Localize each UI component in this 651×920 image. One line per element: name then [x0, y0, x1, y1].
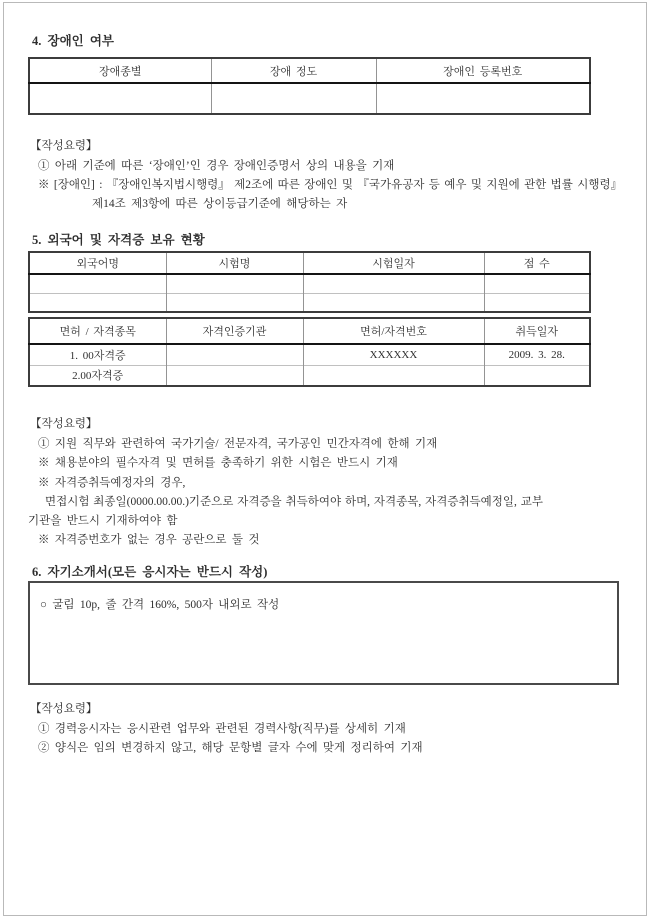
- col-header: 장애종별: [29, 58, 211, 83]
- note-line: ※ 자격증취득예정자의 경우,: [38, 477, 186, 489]
- col-header: 장애인 등록번호: [376, 58, 590, 83]
- col-header: 시험명: [166, 252, 303, 274]
- col-header: 면허/자격번호: [303, 318, 484, 344]
- table-cell: 2.00자격증: [29, 365, 166, 386]
- note-line: ② 양식은 임의 변경하지 않고, 해당 문항별 글자 수에 맞게 정리하여 기재: [38, 742, 423, 754]
- table-cell: XXXXXX: [303, 344, 484, 365]
- table-cell: [303, 365, 484, 386]
- table-row: [29, 274, 590, 293]
- table-cell: [166, 274, 303, 293]
- table-cell: [376, 83, 590, 114]
- col-header: 취득일자: [484, 318, 590, 344]
- table-cell: [484, 365, 590, 386]
- notes-heading: 【작성요령】: [30, 703, 98, 715]
- self-introduction-guideline: ○ 굴림 10p, 줄 간격 160%, 500자 내외로 작성: [40, 599, 280, 611]
- section6-title: 6. 자기소개서(모든 응시자는 반드시 작성): [32, 565, 268, 579]
- note-line: ※ [장애인] : 『장애인복지법시행령』 제2조에 따른 장애인 및 『국가유공자 등 예우 및 지원에 관한 법률 시행령』: [38, 179, 623, 191]
- col-header: 시험일자: [303, 252, 484, 274]
- table-header-row: [29, 58, 590, 83]
- table-row: [29, 365, 590, 386]
- table-row: [29, 344, 590, 365]
- col-header: 자격인증기관: [166, 318, 303, 344]
- note-line: 기관을 반드시 기재하여야 함: [28, 515, 178, 527]
- note-line: ① 지원 직무와 관련하여 국가기술/ 전문자격, 국가공인 민간자격에 한해 기재: [38, 438, 438, 450]
- notes-heading: 【작성요령】: [30, 418, 98, 430]
- col-header: 점 수: [484, 252, 590, 274]
- table-cell: [29, 83, 211, 114]
- table-cell: 1. 00자격증: [29, 344, 166, 365]
- table-cell: [303, 293, 484, 312]
- table-cell: [303, 274, 484, 293]
- table-row: [29, 293, 590, 312]
- section5-title: 5. 외국어 및 자격증 보유 현황: [32, 233, 205, 247]
- table-header-row: [29, 252, 590, 274]
- self-introduction-box: [28, 581, 619, 685]
- notes-heading: 【작성요령】: [30, 140, 98, 152]
- note-line: 면접시험 최종일(0000.00.00.)기준으로 자격증을 취득하여야 하며, 자격종목, 자격증취득예정일, 교부: [45, 496, 543, 508]
- disability-table: [28, 57, 591, 115]
- col-header: 외국어명: [29, 252, 166, 274]
- table-cell: [211, 83, 376, 114]
- section4-title: 4. 장애인 여부: [32, 34, 115, 48]
- table-cell: [484, 274, 590, 293]
- table-header-row: [29, 318, 590, 344]
- table-cell: [166, 344, 303, 365]
- table-cell: [484, 293, 590, 312]
- table-cell: 2009. 3. 28.: [484, 344, 590, 365]
- table-cell: [166, 293, 303, 312]
- note-line: ※ 채용분야의 필수자격 및 면허를 충족하기 위한 시험은 반드시 기재: [38, 457, 398, 469]
- table-cell: [166, 365, 303, 386]
- col-header: 장애 정도: [211, 58, 376, 83]
- table-cell: [29, 274, 166, 293]
- note-line: 제14조 제3항에 따른 상이등급기준에 해당하는 자: [92, 198, 348, 210]
- col-header: 면허 / 자격종목: [29, 318, 166, 344]
- table-cell: [29, 293, 166, 312]
- certificate-table: [28, 317, 591, 387]
- language-table: [28, 251, 591, 313]
- table-row: [29, 83, 590, 114]
- note-line: ① 아래 기준에 따른 ‘장애인’인 경우 장애인증명서 상의 내용을 기재: [38, 160, 395, 172]
- note-line: ※ 자격증번호가 없는 경우 공란으로 둘 것: [38, 534, 260, 546]
- note-line: ① 경력응시자는 응시관련 업무와 관련된 경력사항(직무)를 상세히 기재: [38, 723, 406, 735]
